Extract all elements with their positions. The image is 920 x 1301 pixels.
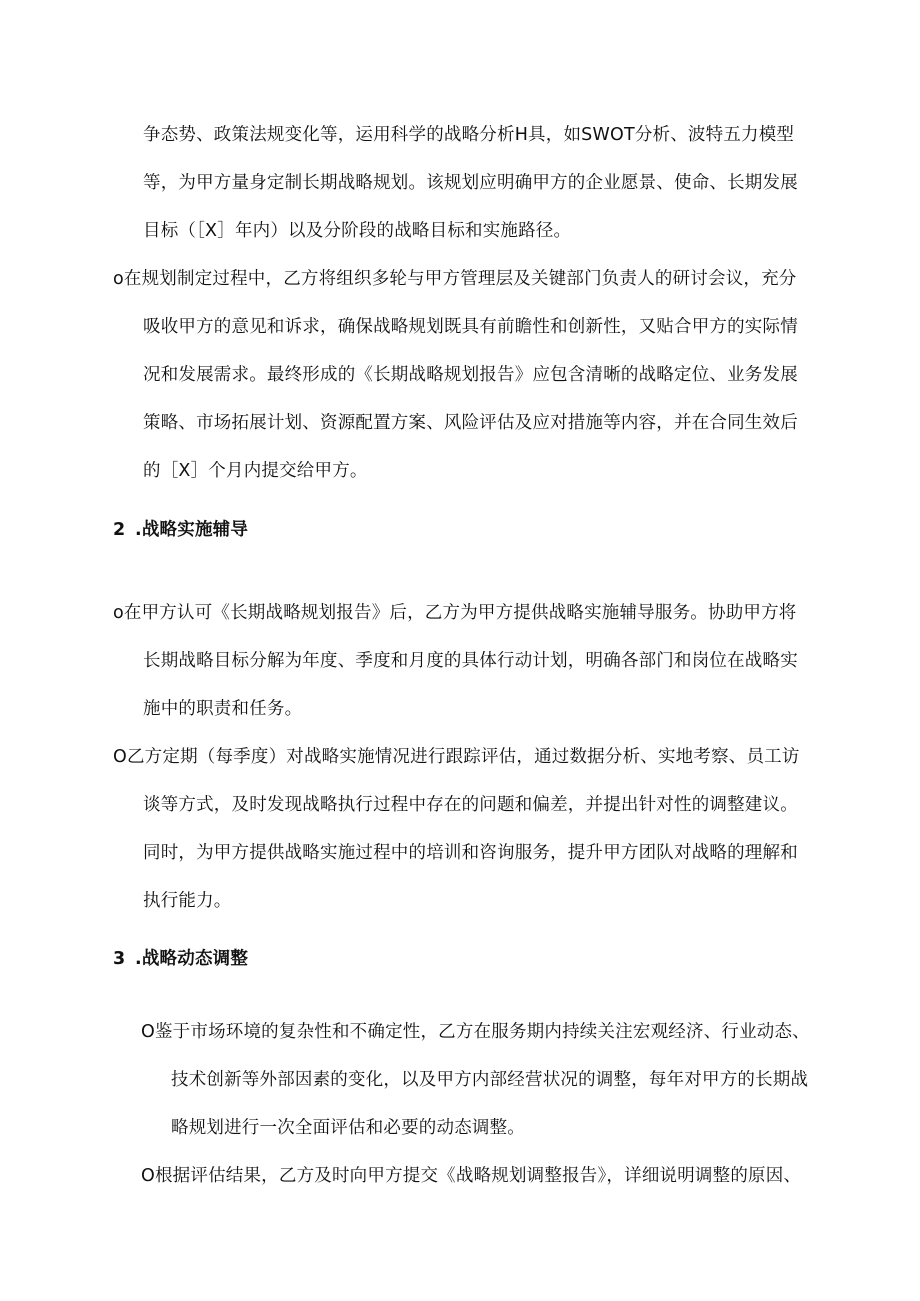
paragraph-4-line-4: 执行能力。 <box>143 891 232 911</box>
paragraph-4-line-2: 谈等方式，及时发现战略执行过程中存在的问题和偏差，并提出针对性的调整建议。 <box>143 795 798 815</box>
paragraph-1-line-3: 目标（［X］年内）以及分阶段的战略目标和实施路径。 <box>143 221 572 241</box>
paragraph-3-line-3: 施中的职责和任务。 <box>143 699 303 719</box>
paragraph-6-line-1: O根据评估结果，乙方及时向甲方提交《战略规划调整报告》，详细说明调整的原因、 <box>141 1166 802 1186</box>
paragraph-2-line-2: 吸收甲方的意见和诉求，确保战略规划既具有前瞻性和创新性，又贴合甲方的实际情 <box>143 317 798 337</box>
section-title: .战略动态调整 <box>135 949 249 969</box>
section-heading-2 <box>113 518 248 542</box>
paragraph-2-line-3: 况和发展需求。最终形成的《长期战略规划报告》应包含清晰的战略定位、业务发展 <box>143 365 798 385</box>
paragraph-1-line-2: 等，为甲方量身定制长期战略规划。该规划应明确甲方的企业愿景、使命、长期发展 <box>143 173 798 193</box>
paragraph-2-line-5: 的［X］个月内提交给甲方。 <box>143 461 368 481</box>
section-heading-3 <box>113 947 248 971</box>
paragraph-4-line-3: 同时，为甲方提供战略实施过程中的培训和咨询服务，提升甲方团队对战略的理解和 <box>143 843 798 863</box>
paragraph-3-line-2: 长期战略目标分解为年度、季度和月度的具体行动计划，明确各部门和岗位在战略实 <box>143 651 798 671</box>
paragraph-5-line-1: O鉴于市场环境的复杂性和不确定性，乙方在服务期内持续关注宏观经济、行业动态、 <box>141 1022 810 1042</box>
paragraph-5-line-2: 技术创新等外部因素的变化，以及甲方内部经营状况的调整，每年对甲方的长期战 <box>171 1070 809 1090</box>
paragraph-1-line-1: 争态势、政策法规变化等，运用科学的战略分析H具，如SWOT分析、波特五力模型 <box>143 125 795 145</box>
paragraph-2-line-4: 策略、市场拓展计划、资源配置方案、风险评估及应对措施等内容，并在合同生效后 <box>143 413 798 433</box>
section-title: .战略实施辅导 <box>135 520 249 540</box>
paragraph-4-line-1: O乙方定期（每季度）对战略实施情况进行跟踪评估，通过数据分析、实地考察、员工访 <box>113 747 800 767</box>
section-number: 2 <box>113 520 126 540</box>
paragraph-5-line-3: 略规划进行一次全面评估和必要的动态调整。 <box>171 1118 525 1138</box>
paragraph-3-line-1: o在甲方认可《长期战略规划报告》后，乙方为甲方提供战略实施辅导服务。协助甲方将 <box>113 603 797 623</box>
paragraph-2-line-1: o在规划制定过程中，乙方将组织多轮与甲方管理层及关键部门负责人的研讨会议，充分 <box>113 269 797 289</box>
section-number: 3 <box>113 949 126 969</box>
